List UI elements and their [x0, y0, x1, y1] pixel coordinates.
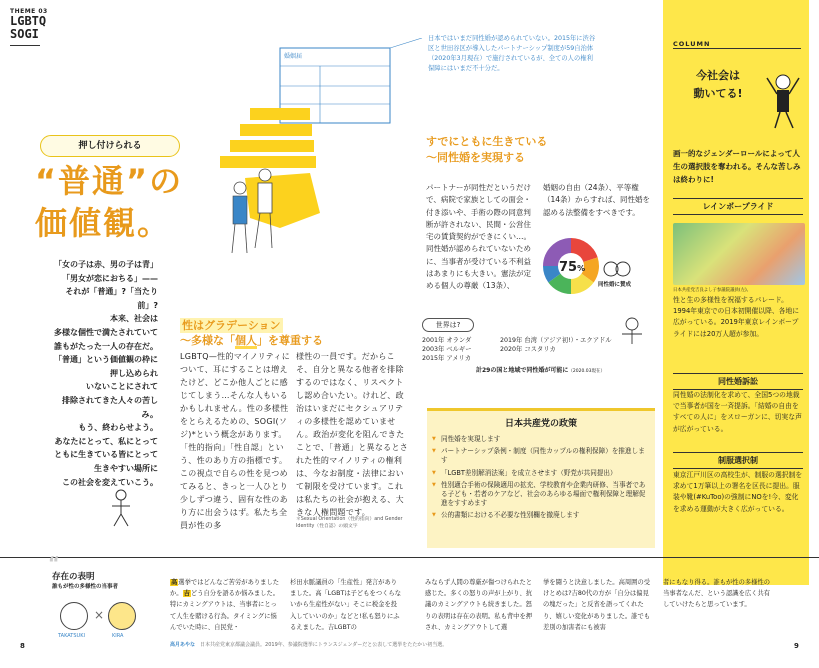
title-line-1: “普通”の [35, 162, 184, 200]
gradation-heading-2a: 〜多様な「 [180, 334, 235, 347]
column-heading [673, 67, 763, 103]
world-item: 2001年 オランダ [422, 337, 472, 344]
lawsuit-text: 同性婚の法制化を求めて、全国5つの地裁で当事者が国を一斉提訴。「結婚の自由をすべての人に」をスローガンに、切実な声が広がっている。 [673, 391, 802, 433]
pushed-label: 押し付けられる [40, 135, 180, 157]
interview-col-3: みならず人間の尊厳が傷つけられたと感じた。多くの怒りの声が上がり、抗議のカミングアウトも続きました。怒りの表明は存在の表明。私も背中を押され、カミングアウトして選 [425, 579, 533, 631]
theme-title-2: SOGI [10, 27, 39, 41]
marriage-heading-2: 〜同性婚を実現する [426, 151, 525, 164]
stairs-illustration [190, 38, 430, 298]
footer-name: 高月あやな [170, 642, 196, 648]
lawsuit-title: 同性婚訴訟 [673, 373, 803, 390]
column-heading-1: 今社会は [696, 69, 740, 82]
interview-col-5: 者にもなり得る。誰もが性の多様性の当事者なんだ、という認識を広く共有していけたらと思っています。 [663, 579, 771, 609]
policy-title: 日本共産党の政策 [504, 419, 577, 429]
theme-title-1: LGBTQ [10, 14, 47, 28]
marriage-body-2: 婚姻の自由（24条）、平等権（14条）からすれば、同性婚を認める法整備をすべきです。 [543, 183, 651, 217]
theme-rule [10, 45, 40, 46]
lead-line: 本来、社会は [110, 314, 158, 324]
marriage-heading [426, 134, 547, 166]
policy-box [427, 408, 655, 548]
pie-percent-value: 75 [559, 260, 578, 275]
world-summary-note: （2020.03現在） [568, 369, 605, 374]
top-note: 日本ではいまだ同性婚が認められていない。2015年に渋谷区と世田谷区が導入したパートナーシップ制度が59自治体（2020年3月現在）で施行されているが、全ての人の権利保障にはいまだ不十分だ。 [428, 35, 596, 72]
lead-line: 「男女が恋におちる」—— [62, 273, 158, 283]
lead-line: 押し込められ [110, 368, 158, 378]
gradation-body-2: 様性の一員です。だからこそ、自分と異なる他者を排除するのではなく、リスペクトし認め合いたい。けれど、政治はいまだにセクシュアリティの多様性を認めていません。政治が変化を阻んできたことで、「普通」と異なるとされた性的マイノリティの権利は、今なお制度・法律において制限を受けています。これは私たちの社会が抱える、大きな人権問題です。 [296, 352, 409, 517]
lead-text [48, 258, 158, 489]
page-number-right: 9 [794, 642, 799, 650]
uniform-title: 制服選択制 [673, 452, 803, 469]
lead-line: この社会を変えていこう。 [62, 477, 158, 487]
footer-bio [170, 641, 447, 648]
lead-line: 誰もがたった一人の存在だ。 [54, 341, 158, 351]
column-rule [673, 48, 801, 49]
lead-line: 「普通」という価値観の枠に [54, 355, 158, 365]
lead-line: 排除されてきた人々の苦しみ。 [62, 395, 158, 419]
globe-person-icon [612, 314, 652, 354]
quote-mark-icon: “ [48, 553, 60, 574]
speaker-mark: 吉 [183, 590, 190, 598]
interview-heading [52, 570, 118, 590]
pride-photo [673, 223, 805, 285]
interview-col-1 [170, 577, 280, 633]
footer-text: 日本共産党東京都議会議員。2019年、参議院選挙にトランスジェンダーだと公表して選挙をたたかい初当選。 [200, 642, 448, 648]
name-left: TAKATSUKI [58, 633, 85, 639]
name-right: KIRA [112, 633, 124, 639]
world-summary-text: 計29の国と地域で同性婚が可能に [476, 367, 569, 374]
cross-icon: × [94, 608, 105, 622]
interview-subtitle: 誰もが性の多様性の当事者 [52, 584, 119, 590]
cheering-person-icon [763, 70, 803, 130]
lead-line: 生きやすい場所に [94, 463, 158, 473]
marriage-form-label: 婚姻届 [284, 53, 303, 60]
sogi-note: ＊Sexual Orientation（性的指向）and Gender Identity（性自認）の頭文字 [296, 517, 403, 529]
theme-label [10, 8, 48, 41]
world-title: 世界は? [422, 318, 474, 332]
policy-item: ▼ 公的書類における不必要な性別欄を撤廃します [427, 511, 655, 520]
pie-percent [559, 260, 585, 275]
interview-title: 存在の表明 [52, 572, 95, 582]
rainbow-pride-title: レインボープライド [673, 198, 803, 215]
title-line-2: 価値観。 [35, 204, 172, 242]
column-panel [663, 0, 809, 585]
world-right-list [500, 336, 612, 363]
uniform-text: 東京江戸川区の高校生が、制服の選択制を求めて1万筆以上の署名を区長に提出。服装や靴(#KuToo)の強制にNOを!今、変化を求める運動が大きく広がっている。 [673, 471, 803, 513]
policy-item: ▼ 同性婚を実現します [427, 435, 655, 444]
couple-icon [603, 258, 631, 280]
gradation-heading-2c: 」を尊重する [257, 334, 323, 347]
pie-label: 同性婚に賛成 [598, 282, 632, 288]
gradation-heading-2b: 個人 [235, 334, 257, 347]
world-item: 2020年 コスタリカ [500, 346, 556, 353]
gradation-body-1: LGBTQ—性的マイノリティについて、耳にすることは増えたけど、どこか他人ごとに感じてしまう…そんな人もいるかもしれません。性の多様性をとらえるための、SOGI(ソジ)*という概念があります。「性的指向」「性自認」という、性のあり方の指標です。この視点で自らの性を見つめてみると、きっと一人ひとり少しずつ違う、固有な性のあり方に出会うはず。私たち全員が性の多 [180, 352, 291, 530]
interview-col-4: 挙を闘うと決意しました。高周囲の受けとめは?吉80代の方が「自分は偏見の塊だった」と反省を語ってくれたり、嬉しい変化がありました。誰でも差別の加害者にも被害 [543, 579, 651, 631]
theme-number: THEME 03 [10, 8, 48, 15]
policy-item: ▼ パートナーシップ条例・制度（同性カップルの権利保障）を推進します [427, 447, 655, 465]
pie-percent-unit: % [577, 264, 586, 273]
interview-text: どう自分を語るか悩みました。特にカミングアウトは、当事者にとって人生を賭ける行為。タイミングに悩んでいた時に、自民党・ [170, 590, 280, 631]
policy-item: ▼ 「LGBT差別解消法案」を成立させます（野党が共同提出） [427, 469, 655, 478]
gradation-heading [180, 318, 323, 348]
bottom-divider [0, 557, 819, 558]
world-box [422, 318, 622, 376]
rainbow-pride-text: 性と生の多様性を祝福するパレード。1994年東京での日本初開催以降、各地に広がっている。2019年東京レインボープライドには20万人超が参加。 [673, 296, 800, 338]
world-item: 2019年 台湾（アジア初!）・エクアドル [500, 337, 612, 344]
lead-line: 多様な個性で満たされていて [54, 327, 158, 337]
speaker-mark: 高 [171, 579, 178, 586]
column-lead: 画一的なジェンダーロールによって人生の選択肢を奪われる。そんな苦しみは終わりに! [673, 149, 801, 184]
avatar-kira [108, 602, 136, 630]
world-left-list [422, 336, 492, 363]
page-number-left: 8 [20, 642, 25, 650]
marriage-body-1: パートナーが同性だというだけで、病院で家族としての面会・付き添いや、手術の際の同意判断が許されない、民間・公営住宅の賃貸契約ができにくい…。同性婚が認められていないために、当事者が受けている不利益はあまりにも大きい。憲法が定める個人の尊厳（13条）、 [426, 183, 531, 291]
lead-line: いないことにされて [86, 382, 158, 392]
gradation-heading-1: 性はグラデーション [182, 319, 281, 332]
lead-line: 「女の子は赤、男の子は青」 [54, 260, 158, 269]
world-item: 2015年 アメリカ [422, 355, 472, 362]
interview-col-2: 杉田水脈議員の「生産性」発言がありました。高「LGBTは子どもをつくらないから生産性がない」そこに税金を投入していいのか」などと!私も怒りにふるえました。吉LGBTの [290, 579, 402, 631]
interview-text: 選挙ではどんなご苦労がありましたか。 [170, 579, 280, 598]
lead-line: ともに生きている皆にとって [54, 450, 158, 460]
column-heading-2: 動いてる! [693, 87, 743, 100]
lead-line: もう、終わらせよう。 [78, 423, 158, 433]
avatar-takatsuki [60, 602, 88, 630]
lead-line: それが「普通」?「当たり前」? [65, 287, 158, 310]
marriage-heading-1: すでにともに生きている [426, 135, 548, 148]
column-tag: COLUMN [673, 40, 711, 48]
page-title [35, 160, 183, 244]
policy-item: ▼ 性別適合手術の保険適用の拡充、学校教育や企業内研修、当事者である子ども・若者のケアなど、社会のあらゆる場面で権利保障と理解促進をすすめます [427, 481, 655, 509]
lead-line: あなたにとって、私にとって [54, 436, 158, 446]
world-summary [422, 366, 622, 376]
person-icon [108, 488, 134, 528]
world-item: 2003年 ベルギー [422, 346, 472, 353]
pride-photo-caption: 日本共産党吉良よし子参議院議員(左)。 [673, 288, 752, 293]
